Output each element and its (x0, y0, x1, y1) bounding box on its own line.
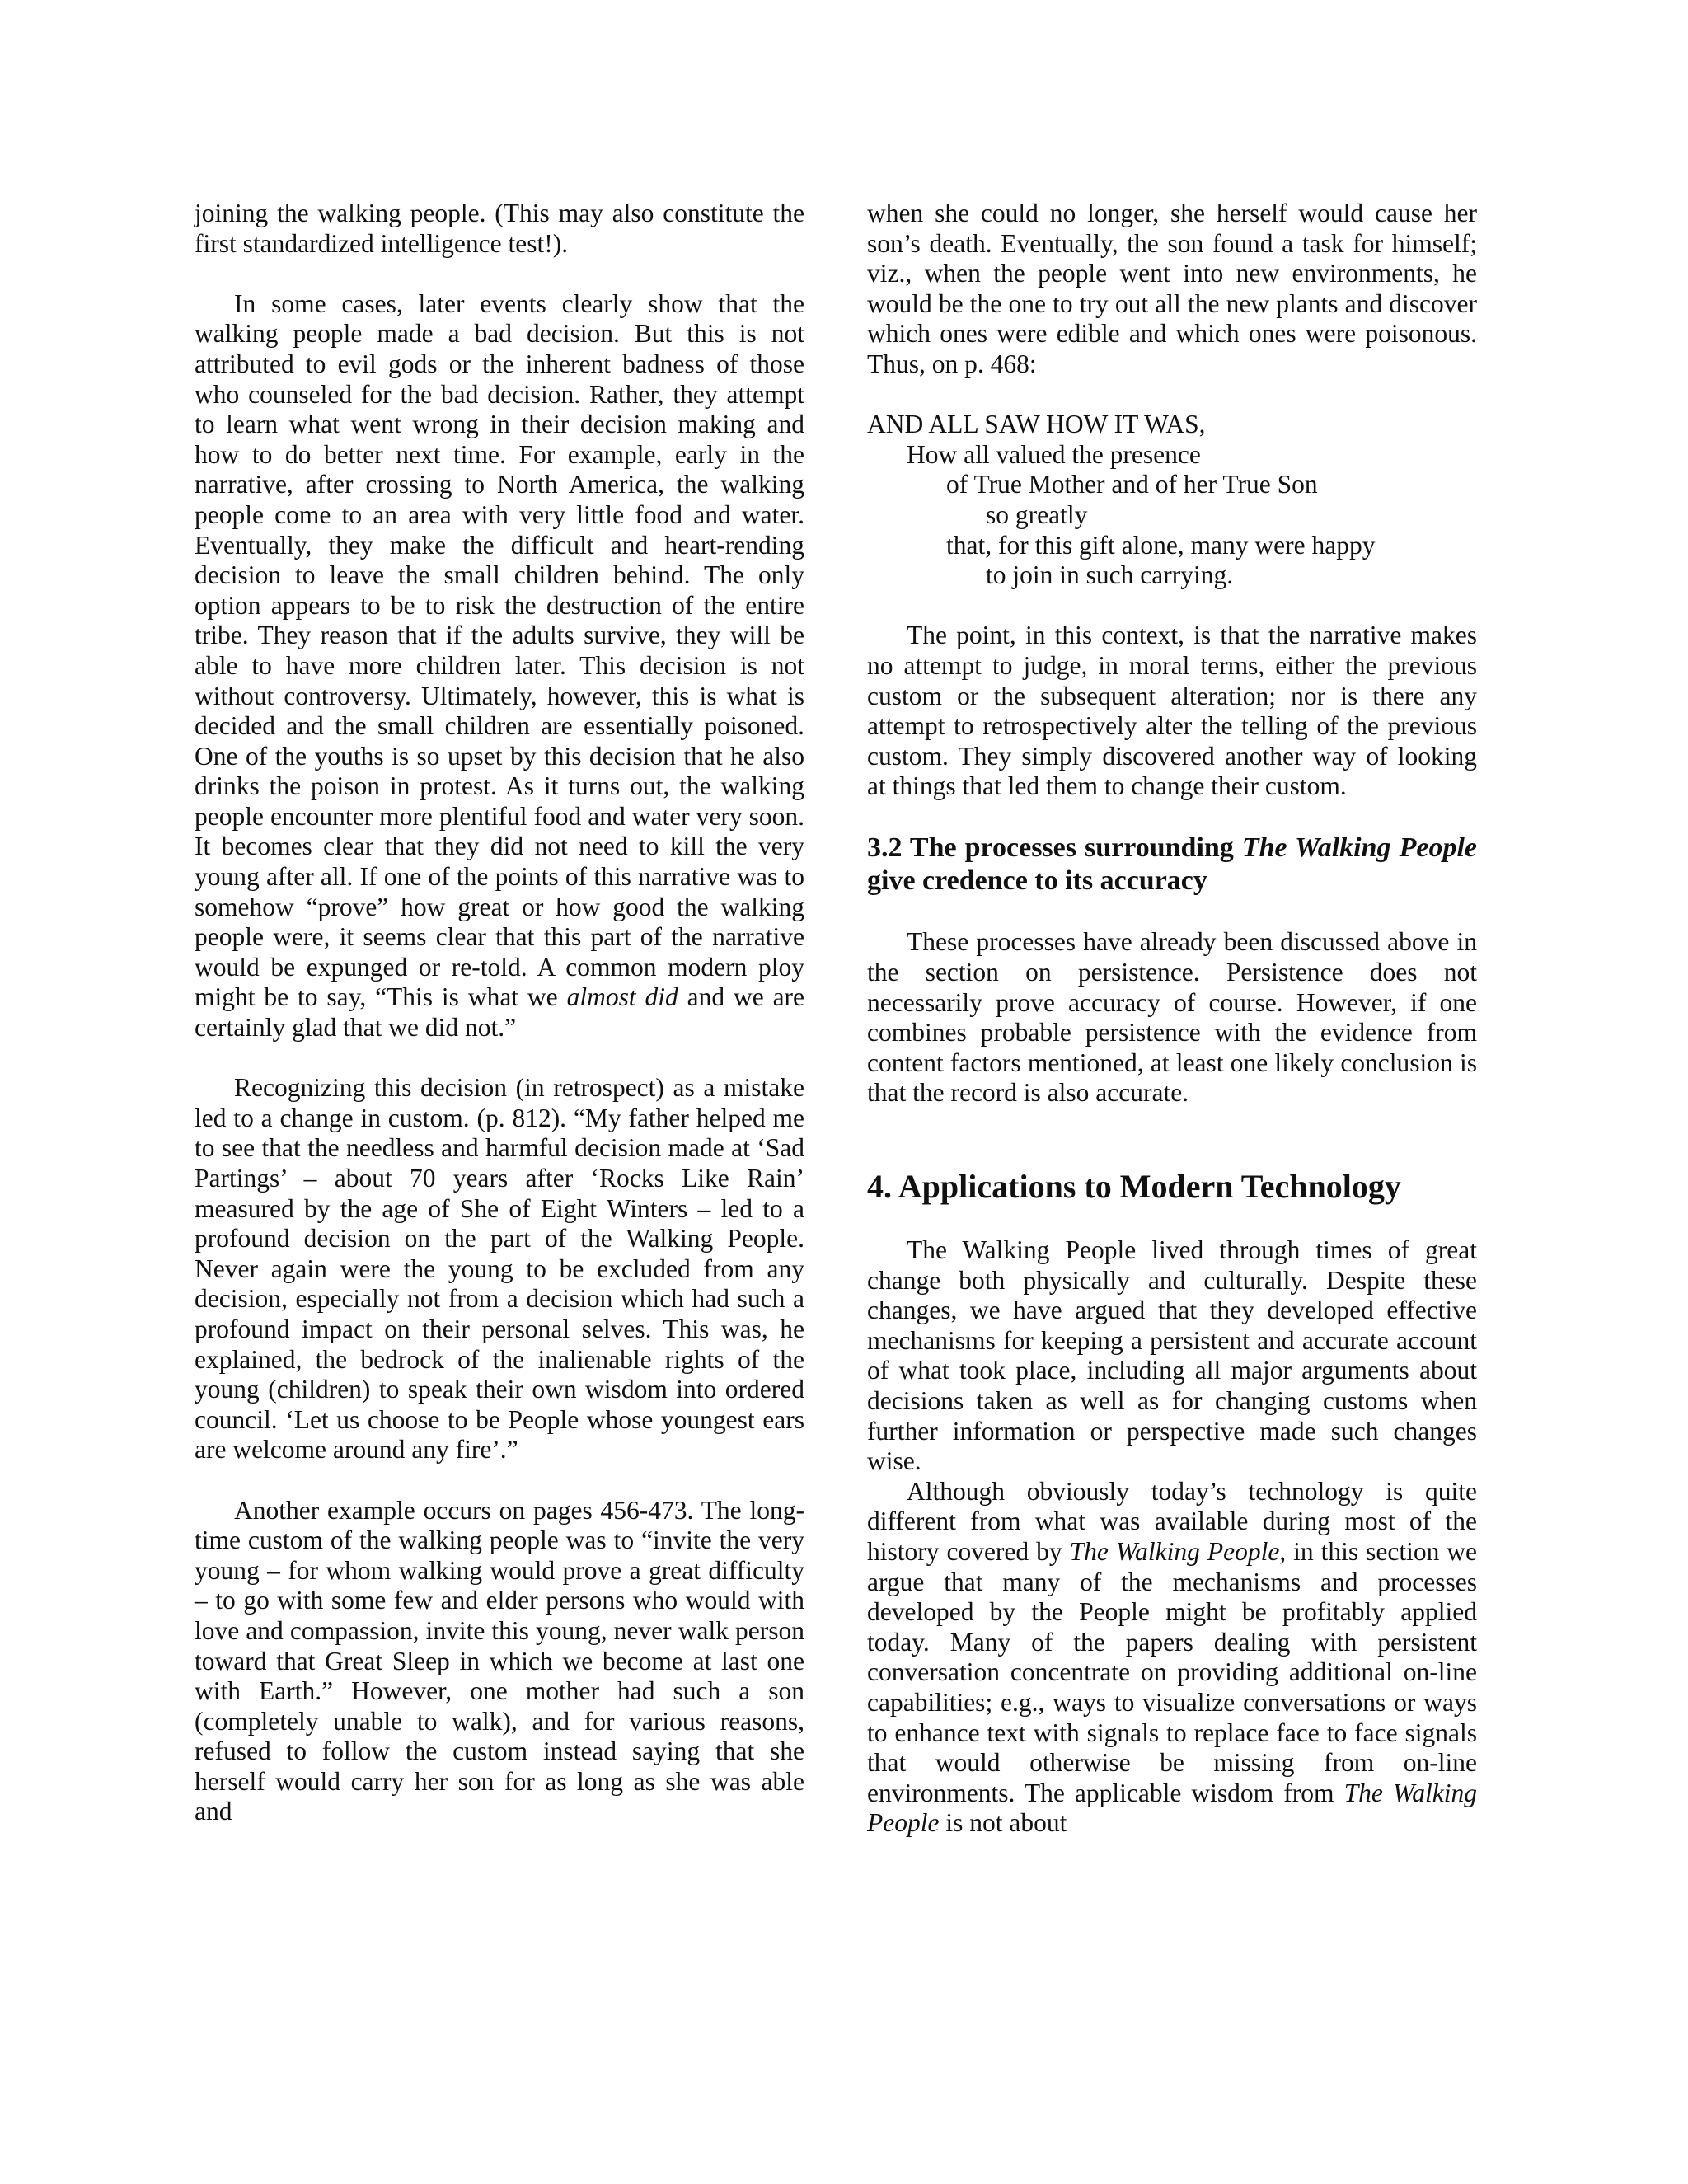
quoted-verse (867, 410, 1477, 591)
left-column (195, 199, 804, 1827)
verse-line: that, for this gift alone, many were happy (946, 530, 1376, 560)
right-column (867, 199, 1477, 1839)
verse-line: so greatly (986, 499, 1088, 529)
section-heading-3-2: 3.2 The processes surrounding The Walking People give credence to its accuracy (867, 832, 1477, 896)
section-heading-4: 4. Applications to Modern Technology (867, 1168, 1401, 1206)
paragraph: The point, in this context, is that the narrative makes no attempt to judge, in moral terms, either the previous custom or the subsequent alteration; nor is there any attempt to retrospectively alter the telling of the previous custom. They simply discovered another way of looking at things that led them to change their custom. (867, 621, 1477, 801)
paragraph: joining the walking people. (This may also constitute the first standardized intelligence test!). (195, 199, 804, 258)
verse-line: of True Mother and of her True Son (946, 470, 1318, 499)
paragraph: The Walking People lived through times of great change both physically and culturally. Despite these changes, we have argued that they developed effective mechanisms for keeping a persistent and accurate account of what took place, including all major arguments about decisions taken as well as for changing customs when further information or perspective made such changes wise. (867, 1235, 1477, 1476)
verse-line: How all valued the presence (907, 439, 1201, 469)
paragraph: when she could no longer, she herself would cause her son’s death. Eventually, the son found a task for himself; viz., when the people went into new environments, he would be the one to try out all the new plants and discover which ones were edible and which ones were poisonous. Thus, on p. 468: (867, 199, 1477, 378)
verse-line: to join in such carrying. (986, 560, 1234, 590)
paragraph: Another example occurs on pages 456-473. The long-time custom of the walking people was to “invite the very young – for whom walking would prove a great difficulty – to go with some few and elder persons who would with love and compassion, invite this young, never walk person toward that Great Sleep in which we become at last one with Earth.” However, one mother had such a son (completely unable to walk), and for various reasons, refused to follow the custom instead saying that she herself would carry her son for as long as she was able and (195, 1495, 804, 1826)
paragraph: Recognizing this decision (in retrospect) as a mistake led to a change in custom. (p. 812). “My father helped me to see that the needless and harmful decision made at ‘Sad Partings’ – about 70 years after ‘Rocks Like Rain’ measured by the age of She of Eight Winters – led to a profound decision on the part of the Walking People. Never again were the young to be excluded from any decision, especially not from a decision which had such a profound impact on their personal selves. This was, he explained, the bedrock of the inalienable rights of the young (children) to speak their own wisdom into ordered council. ‘Let us choose to be People whose youngest ears are welcome around any fire’.” (195, 1073, 804, 1465)
paragraph: These processes have already been discussed above in the section on persistence. Persistence does not necessarily prove accuracy of course. However, if one combines probable persistence with the evidence from content factors mentioned, at least one likely conclusion is that the record is also accurate. (867, 927, 1477, 1108)
verse-line: AND ALL SAW HOW IT WAS, (867, 410, 1206, 439)
paragraph: In some cases, later events clearly show that the walking people made a bad decision. But this is not attributed to evil gods or the inherent badness of those who counseled for the bad decision. Rather, they attempt to learn what went wrong in their decision making and how to do better next time. For example, early in the narrative, after crossing to North America, the walking people come to an area with very little food and water. Eventually, they make the difficult and heart-rending decision to leave the small children behind. The only option appears to be to risk the destruction of the entire tribe. They reason that if the adults survive, they will be able to have more children later. This decision is not without controversy. Ultimately, however, this is what is decided and the small children are essentially poisoned. One of the youths is so upset by this decision that he also drinks the poison in protest. As it turns out, the walking people encounter more plentiful food and water very soon. It becomes clear that they did not need to kill the very young after all. If one of the points of this narrative was to somehow “prove” how great or how good the walking people were, it seems clear that this part of the narrative would be expunged or re-told. A common modern ploy might be to say, “This is what we almost did and we are certainly glad that we did not.” (195, 288, 805, 1043)
paragraph: Although obviously today’s technology is quite different from what was available during most of the history covered by The Walking People, in this section we argue that many of the mechanisms and processes developed by the People might be profitably applied today. Many of the papers dealing with persistent conversation concentrate on providing additional on-line capabilities; e.g., ways to visualize conversations or ways to enhance text with signals to replace face to face signals that would otherwise be missing from on-line environments. The applicable wisdom from The Walking People is not about (867, 1476, 1478, 1838)
